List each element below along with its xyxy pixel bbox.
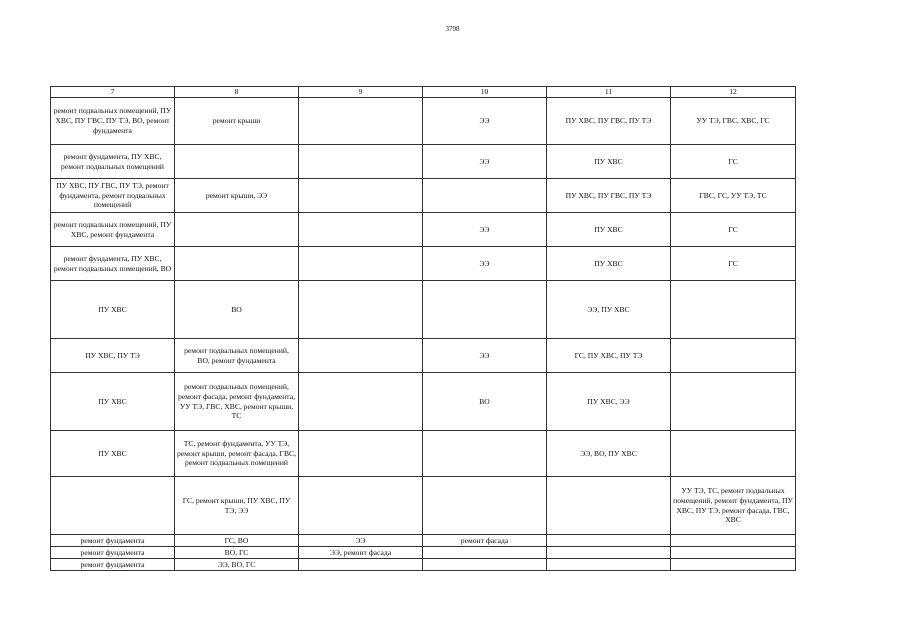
table-row (51, 431, 796, 477)
table-cell: ПУ ХВС (547, 145, 671, 179)
table-cell: ПУ ХВС, ПУ ГВС, ПУ ТЭ (547, 98, 671, 145)
table-cell: ремонт крыши (175, 98, 299, 145)
table-cell: ремонт фундамента (51, 535, 175, 547)
table-row (51, 559, 796, 571)
table-cell (299, 145, 423, 179)
table-cell: ремонт фундамента (51, 547, 175, 559)
table-cell (299, 247, 423, 281)
table-row (51, 213, 796, 247)
table-cell (299, 339, 423, 373)
table-cell: ТС, ремонт фундамента, УУ ТЭ, ремонт крыши, ремонт фасада, ГВС, ремонт подвальных помещений (175, 431, 299, 477)
table-cell: ПУ ХВС (51, 281, 175, 339)
table-cell: ЭЭ (423, 213, 547, 247)
table-cell (299, 477, 423, 535)
table-cell (547, 477, 671, 535)
table-cell (547, 547, 671, 559)
table-row (51, 145, 796, 179)
table-cell (423, 477, 547, 535)
table-cell (299, 431, 423, 477)
column-header: 12 (671, 87, 796, 98)
table-cell: ПУ ХВС (51, 431, 175, 477)
table-cell: ГС (671, 145, 796, 179)
column-header: 10 (423, 87, 547, 98)
table-cell (671, 547, 796, 559)
table-cell (299, 373, 423, 431)
column-header: 11 (547, 87, 671, 98)
table-cell (175, 145, 299, 179)
table-cell: ПУ ХВС, ПУ ТЭ (51, 339, 175, 373)
table-cell: ГВС, ГС, УУ ТЭ, ТС (671, 179, 796, 213)
table-row (51, 547, 796, 559)
table-row (51, 373, 796, 431)
table-cell: ремонт крыши, ЭЭ (175, 179, 299, 213)
table-cell (423, 179, 547, 213)
table-row (51, 247, 796, 281)
table-cell: ГС, ПУ ХВС, ПУ ТЭ (547, 339, 671, 373)
table-cell: ПУ ХВС (547, 247, 671, 281)
works-table (50, 86, 796, 571)
table-cell: ПУ ХВС (547, 213, 671, 247)
table-row (51, 535, 796, 547)
table-cell: ВО (175, 281, 299, 339)
table-cell (175, 213, 299, 247)
table-cell: ВО, ГС (175, 547, 299, 559)
table-cell: УУ ТЭ, ГВС, ХВС, ГС (671, 98, 796, 145)
table-cell (299, 281, 423, 339)
column-header: 8 (175, 87, 299, 98)
table-cell: ЭЭ, ВО, ПУ ХВС (547, 431, 671, 477)
table-row (51, 179, 796, 213)
table-cell: УУ ТЭ, ТС, ремонт подвальных помещений, ремонт фундамента, ПУ ХВС, ПУ ТЭ, ремонт фасада, ГВС, ХВС (671, 477, 796, 535)
table-cell: ЭЭ (299, 535, 423, 547)
table-cell (423, 431, 547, 477)
table-cell (299, 559, 423, 571)
table-row (51, 477, 796, 535)
table-cell: ремонт подвальных помещений, ПУ ХВС, ремонт фундамента (51, 213, 175, 247)
table-cell: ВО (423, 373, 547, 431)
table-row (51, 281, 796, 339)
table-cell (299, 179, 423, 213)
table-cell (423, 559, 547, 571)
column-header: 7 (51, 87, 175, 98)
table-cell: ЭЭ (423, 247, 547, 281)
table-cell (671, 431, 796, 477)
header-row (51, 87, 796, 98)
table-cell (175, 247, 299, 281)
table-cell (671, 373, 796, 431)
table-cell: ЭЭ (423, 145, 547, 179)
table-cell: ПУ ХВС, ПУ ГВС, ПУ ТЭ (547, 179, 671, 213)
table-cell: ремонт фундамента (51, 559, 175, 571)
table-cell: ремонт фундамента, ПУ ХВС, ремонт подвальных помещений (51, 145, 175, 179)
table-cell: ремонт подвальных помещений, ВО, ремонт фундамента (175, 339, 299, 373)
table-cell (671, 535, 796, 547)
table-cell: ЭЭ (423, 98, 547, 145)
table-cell: ГС (671, 247, 796, 281)
table-cell: ЭЭ, ВО, ГС (175, 559, 299, 571)
column-header: 9 (299, 87, 423, 98)
table-cell: ГС (671, 213, 796, 247)
table-cell: ГС, ремонт крыши, ПУ ХВС, ПУ ТЭ, ЭЭ (175, 477, 299, 535)
table-cell (547, 535, 671, 547)
table-row (51, 98, 796, 145)
table-cell (423, 281, 547, 339)
table-cell: ремонт фундамента, ПУ ХВС, ремонт подвальных помещений, ВО (51, 247, 175, 281)
page-number: 3798 (445, 25, 460, 33)
table-cell (547, 559, 671, 571)
table-cell (671, 339, 796, 373)
table-cell (299, 98, 423, 145)
table-cell (51, 477, 175, 535)
table-cell: ремонт подвальных помещений, ремонт фасада, ремонт фундамента, УУ ТЭ, ГВС, ХВС, ремонт крыши, ТС (175, 373, 299, 431)
table-cell: ГС, ВО (175, 535, 299, 547)
table-cell (671, 281, 796, 339)
table-cell: ПУ ХВС, ЭЭ (547, 373, 671, 431)
table-cell: ремонт фасада (423, 535, 547, 547)
table-cell: ЭЭ, ПУ ХВС (547, 281, 671, 339)
table-cell (423, 547, 547, 559)
table-cell: ремонт подвальных помещений, ПУ ХВС, ПУ ГВС, ПУ ТЭ, ВО, ремонт фундамента (51, 98, 175, 145)
table-cell: ПУ ХВС, ПУ ГВС, ПУ ТЭ, ремонт фундамента, ремонт подвальных помещений (51, 179, 175, 213)
table-cell: ЭЭ, ремонт фасада (299, 547, 423, 559)
table-row (51, 339, 796, 373)
table-cell: ПУ ХВС (51, 373, 175, 431)
table-cell (299, 213, 423, 247)
table-cell (671, 559, 796, 571)
table-cell: ЭЭ (423, 339, 547, 373)
